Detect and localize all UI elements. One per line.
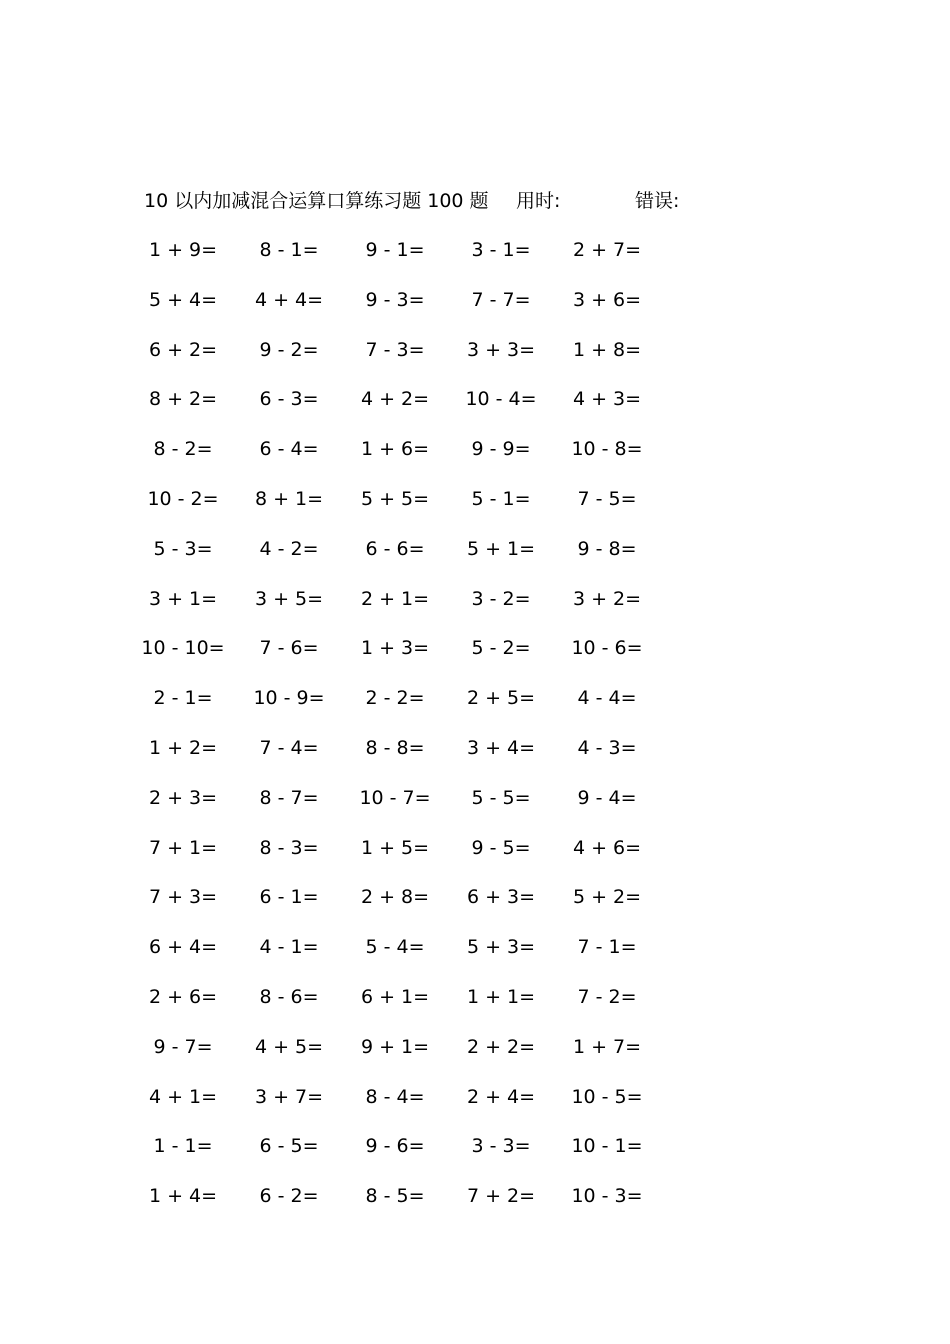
arithmetic-problem: 9 - 3=: [365, 288, 425, 311]
arithmetic-problem: 8 + 1=: [254, 487, 324, 510]
arithmetic-problem: 9 - 2=: [259, 338, 319, 361]
arithmetic-problem: 3 + 5=: [254, 587, 324, 610]
arithmetic-problem: 1 + 5=: [360, 836, 430, 859]
arithmetic-problem: 4 - 3=: [577, 736, 637, 759]
arithmetic-problem: 3 + 4=: [466, 736, 536, 759]
problem-row: [130, 481, 690, 531]
arithmetic-problem: 5 - 3=: [153, 537, 213, 560]
arithmetic-problem: 7 + 1=: [148, 836, 218, 859]
problem-row: [130, 332, 690, 382]
arithmetic-problem: 9 - 8=: [577, 537, 637, 560]
problem-row: [130, 581, 690, 631]
arithmetic-problem: 2 + 5=: [466, 687, 536, 710]
arithmetic-problem: 10 - 4=: [465, 388, 537, 411]
arithmetic-problem: 7 - 1=: [577, 936, 637, 959]
arithmetic-problem: 1 + 1=: [466, 985, 536, 1008]
arithmetic-problem: 7 - 2=: [577, 985, 637, 1008]
arithmetic-problem: 3 + 2=: [572, 587, 642, 610]
arithmetic-problem: 4 + 3=: [572, 388, 642, 411]
arithmetic-problem: 10 - 6=: [571, 637, 643, 660]
arithmetic-problem: 10 - 3=: [571, 1185, 643, 1208]
arithmetic-problem: 3 + 7=: [254, 1085, 324, 1108]
arithmetic-problem: 10 - 10=: [141, 637, 225, 660]
arithmetic-problem: 2 - 1=: [153, 687, 213, 710]
arithmetic-problem: 4 + 4=: [254, 288, 324, 311]
arithmetic-problem: 1 - 1=: [153, 1135, 213, 1158]
arithmetic-problem: 5 - 1=: [471, 487, 531, 510]
arithmetic-problem: 8 + 2=: [148, 388, 218, 411]
arithmetic-problem: 4 - 4=: [577, 687, 637, 710]
problem-row: [130, 830, 690, 880]
arithmetic-problem: 2 + 8=: [360, 886, 430, 909]
arithmetic-problem: 3 + 1=: [148, 587, 218, 610]
arithmetic-problem: 2 + 3=: [148, 786, 218, 809]
arithmetic-problem: 1 + 6=: [360, 438, 430, 461]
arithmetic-problem: 6 - 3=: [259, 388, 319, 411]
arithmetic-problem: 5 + 3=: [466, 936, 536, 959]
arithmetic-problem: 7 + 2=: [466, 1185, 536, 1208]
arithmetic-problem: 2 - 2=: [365, 687, 425, 710]
arithmetic-problem: 6 - 1=: [259, 886, 319, 909]
arithmetic-problem: 4 + 2=: [360, 388, 430, 411]
problem-row: [130, 1128, 690, 1178]
problem-row: [130, 680, 690, 730]
arithmetic-problem: 5 + 1=: [466, 537, 536, 560]
problem-row: [130, 381, 690, 431]
arithmetic-problem: 8 - 1=: [259, 239, 319, 261]
arithmetic-problem: 10 - 1=: [571, 1135, 643, 1158]
arithmetic-problem: 9 - 4=: [577, 786, 637, 809]
arithmetic-problem: 10 - 7=: [359, 786, 431, 809]
problem-row: [130, 879, 690, 929]
arithmetic-problem: 8 - 6=: [259, 985, 319, 1008]
arithmetic-problem: 1 + 3=: [360, 637, 430, 660]
arithmetic-problem: 6 + 2=: [148, 338, 218, 361]
arithmetic-problem: 2 + 1=: [360, 587, 430, 610]
problem-row: [130, 730, 690, 780]
arithmetic-problem: 9 - 9=: [471, 438, 531, 461]
arithmetic-problem: 8 - 2=: [153, 438, 213, 461]
arithmetic-problem: 1 + 2=: [148, 736, 218, 759]
arithmetic-problem: 9 - 7=: [153, 1035, 213, 1058]
arithmetic-problem: 2 + 7=: [572, 239, 642, 261]
problem-row: [130, 232, 690, 282]
arithmetic-problem: 3 - 3=: [471, 1135, 531, 1158]
problem-row: [130, 1029, 690, 1079]
worksheet-header: [144, 186, 844, 216]
arithmetic-problem: 10 - 8=: [571, 438, 643, 461]
arithmetic-problem: 4 - 1=: [259, 936, 319, 959]
problem-grid: [130, 232, 690, 1228]
arithmetic-problem: 8 - 4=: [365, 1085, 425, 1108]
problem-row: [130, 1178, 690, 1228]
time-used-label: 用时:: [516, 190, 561, 212]
arithmetic-problem: 6 + 1=: [360, 985, 430, 1008]
problem-row: [130, 1079, 690, 1129]
arithmetic-problem: 5 - 5=: [471, 786, 531, 809]
arithmetic-problem: 1 + 4=: [148, 1185, 218, 1208]
arithmetic-problem: 8 - 7=: [259, 786, 319, 809]
arithmetic-problem: 3 + 6=: [572, 288, 642, 311]
arithmetic-problem: 9 - 1=: [365, 239, 425, 261]
arithmetic-problem: 3 - 1=: [471, 239, 531, 261]
arithmetic-problem: 3 + 3=: [466, 338, 536, 361]
arithmetic-problem: 3 - 2=: [471, 587, 531, 610]
arithmetic-problem: 7 + 3=: [148, 886, 218, 909]
arithmetic-problem: 1 + 8=: [572, 338, 642, 361]
arithmetic-problem: 10 - 5=: [571, 1085, 643, 1108]
arithmetic-problem: 2 + 6=: [148, 985, 218, 1008]
problem-row: [130, 630, 690, 680]
arithmetic-problem: 10 - 2=: [147, 487, 219, 510]
arithmetic-problem: 8 - 3=: [259, 836, 319, 859]
arithmetic-problem: 7 - 7=: [471, 288, 531, 311]
arithmetic-problem: 7 - 6=: [259, 637, 319, 660]
problem-row: [130, 431, 690, 481]
arithmetic-problem: 10 - 9=: [253, 687, 325, 710]
problem-row: [130, 780, 690, 830]
arithmetic-problem: 9 - 6=: [365, 1135, 425, 1158]
arithmetic-problem: 9 + 1=: [360, 1035, 430, 1058]
arithmetic-problem: 4 + 1=: [148, 1085, 218, 1108]
arithmetic-problem: 8 - 5=: [365, 1185, 425, 1208]
problem-row: [130, 979, 690, 1029]
arithmetic-problem: 5 + 2=: [572, 886, 642, 909]
arithmetic-problem: 6 - 4=: [259, 438, 319, 461]
arithmetic-problem: 6 - 2=: [259, 1185, 319, 1208]
arithmetic-problem: 6 + 3=: [466, 886, 536, 909]
arithmetic-problem: 5 + 5=: [360, 487, 430, 510]
problem-row: [130, 282, 690, 332]
problem-row: [130, 929, 690, 979]
arithmetic-problem: 8 - 8=: [365, 736, 425, 759]
arithmetic-problem: 5 - 4=: [365, 936, 425, 959]
arithmetic-problem: 6 - 5=: [259, 1135, 319, 1158]
error-count-label: 错误:: [635, 190, 680, 212]
arithmetic-problem: 1 + 9=: [148, 239, 218, 261]
arithmetic-problem: 5 + 4=: [148, 288, 218, 311]
arithmetic-problem: 1 + 7=: [572, 1035, 642, 1058]
arithmetic-problem: 7 - 4=: [259, 736, 319, 759]
arithmetic-problem: 2 + 4=: [466, 1085, 536, 1108]
arithmetic-problem: 7 - 5=: [577, 487, 637, 510]
arithmetic-problem: 5 - 2=: [471, 637, 531, 660]
arithmetic-problem: 4 - 2=: [259, 537, 319, 560]
arithmetic-problem: 7 - 3=: [365, 338, 425, 361]
arithmetic-problem: 6 - 6=: [365, 537, 425, 560]
worksheet-title: 10 以内加减混合运算口算练习题 100 题: [144, 190, 489, 212]
problem-row: [130, 531, 690, 581]
arithmetic-problem: 6 + 4=: [148, 936, 218, 959]
arithmetic-problem: 9 - 5=: [471, 836, 531, 859]
arithmetic-problem: 4 + 5=: [254, 1035, 324, 1058]
arithmetic-problem: 2 + 2=: [466, 1035, 536, 1058]
arithmetic-problem: 4 + 6=: [572, 836, 642, 859]
